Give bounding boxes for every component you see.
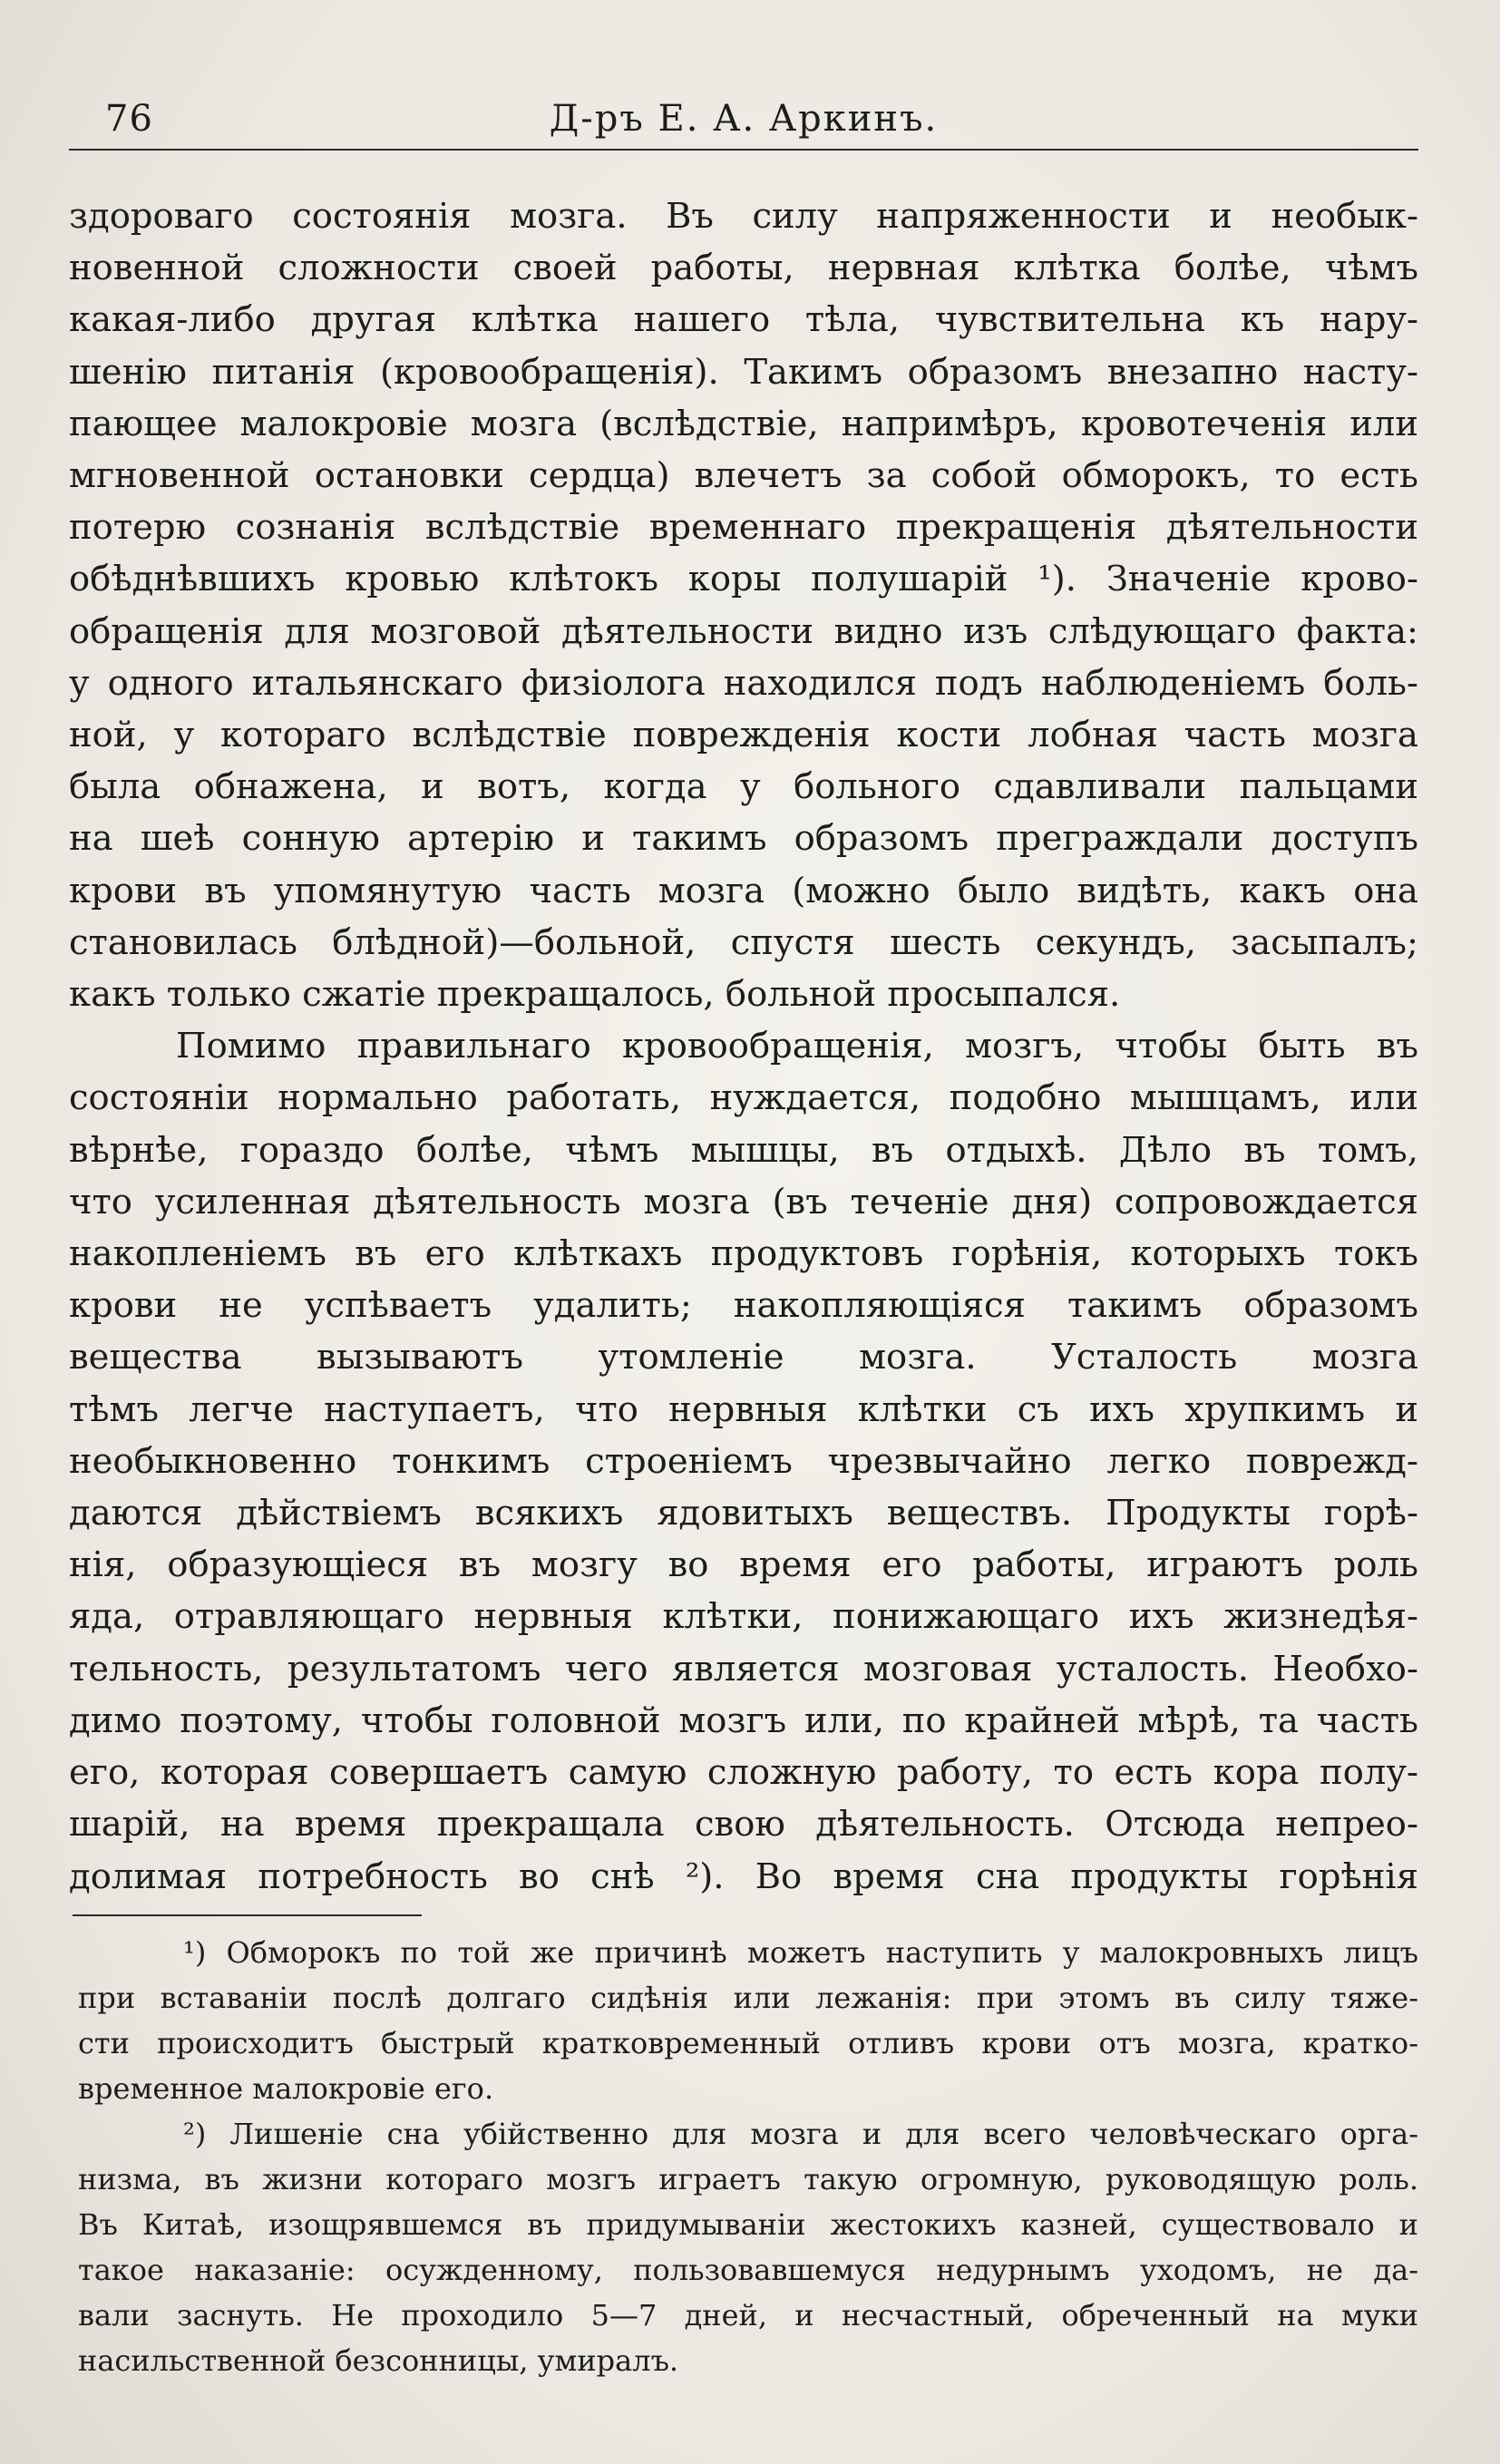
text-line: Помимо правильнаго кровообращенія, мозгъ, чтобы быть въ bbox=[176, 1026, 1418, 1067]
header-rule bbox=[69, 149, 1418, 151]
text-line: какая-либо другая клѣтка нашего тѣла, чувствительна къ нару- bbox=[69, 299, 1418, 341]
footnote-line: такое наказаніе: осужденному, пользовавшемуся недурнымъ уходомъ, не да- bbox=[78, 2253, 1418, 2287]
footnote-line: при вставаніи послѣ долгаго сидѣнія или лежанія: при этомъ въ силу тяже- bbox=[78, 1981, 1418, 2015]
text-line: у одного итальянскаго физіолога находился подъ наблюденіемъ боль- bbox=[69, 662, 1418, 704]
text-line: что усиленная дѣятельность мозга (въ теченіе дня) сопровождается bbox=[69, 1181, 1418, 1222]
footnote-line: насильственной безсонницы, умиралъ. bbox=[78, 2343, 679, 2378]
paragraph-1 bbox=[69, 190, 1418, 1020]
footnote-line: ¹) Обморокъ по той же причинѣ можетъ наступить у малокровныхъ лицъ bbox=[183, 1935, 1418, 1970]
text-line: обращенія для мозговой дѣятельности видно изъ слѣдующаго факта: bbox=[69, 610, 1418, 652]
page-header bbox=[69, 94, 1418, 149]
text-line: ной, у котораго вслѣдствіе поврежденія кости лобная часть мозга bbox=[69, 715, 1418, 756]
text-line: вещества вызываютъ утомленіе мозга. Усталость мозга bbox=[69, 1337, 1418, 1378]
footnote-1 bbox=[78, 1930, 1418, 2111]
text-line: состояніи нормально работать, нуждается, подобно мышцамъ, или bbox=[69, 1077, 1418, 1119]
text-line: накопленіемъ въ его клѣткахъ продуктовъ горѣнія, которыхъ токъ bbox=[69, 1233, 1418, 1275]
text-line: шарій, на время прекращала свою дѣятельность. Отсюда непрео- bbox=[69, 1804, 1418, 1846]
text-line: нія, образующіеся въ мозгу во время его работы, играютъ роль bbox=[69, 1544, 1418, 1586]
text-line: необыкновенно тонкимъ строеніемъ чрезвычайно легко поврежд- bbox=[69, 1440, 1418, 1482]
footnote-line: низма, въ жизни котораго мозгъ играетъ такую огромную, руководящую роль. bbox=[78, 2162, 1418, 2196]
text-line: шенію питанія (кровообращенія). Такимъ образомъ внезапно насту- bbox=[69, 351, 1418, 393]
text-line: даются дѣйствіемъ всякихъ ядовитыхъ веществъ. Продукты горѣ- bbox=[69, 1493, 1418, 1534]
text-line: новенной сложности своей работы, нервная клѣтка болѣе, чѣмъ bbox=[69, 248, 1418, 289]
footnote-line: вали заснуть. Не проходило 5—7 дней, и несчастный, обреченный на муки bbox=[78, 2298, 1418, 2333]
text-line: пающее малокровіе мозга (вслѣдствіе, напримѣръ, кровотеченія или bbox=[69, 403, 1418, 444]
footnote-rule bbox=[73, 1914, 422, 1916]
text-line: была обнажена, и вотъ, когда у больного сдавливали пальцами bbox=[69, 766, 1418, 808]
text-line: его, которая совершаетъ самую сложную работу, то есть кора полу- bbox=[69, 1752, 1418, 1794]
text-line: мгновенной остановки сердца) влечетъ за собой обморокъ, то есть bbox=[69, 455, 1418, 497]
text-line: вѣрнѣе, гораздо болѣе, чѣмъ мышцы, въ отдыхѣ. Дѣло въ томъ, bbox=[69, 1129, 1418, 1171]
body-text bbox=[69, 190, 1418, 1903]
footnote-line: сти происходитъ быстрый кратковременный отливъ крови отъ мозга, кратко- bbox=[78, 2026, 1418, 2060]
text-line: здороваго состоянія мозга. Въ силу напряженности и необык- bbox=[69, 196, 1418, 237]
text-line: потерю сознанія вслѣдствіе временнаго прекращенія дѣятельности bbox=[69, 507, 1418, 549]
text-line: крови въ упомянутую часть мозга (можно было видѣть, какъ она bbox=[69, 870, 1418, 911]
footnote-line: Въ Китаѣ, изощрявшемся въ придумываніи жестокихъ казней, существовало и bbox=[78, 2207, 1418, 2242]
text-line: яда, отравляющаго нервныя клѣтки, понижающаго ихъ жизнедѣя- bbox=[69, 1596, 1418, 1638]
text-line: долимая потребность во снѣ ²). Во время сна продукты горѣнія bbox=[69, 1855, 1418, 1897]
text-line: обѣднѣвшихъ кровью клѣтокъ коры полушарій ¹). Значеніе крово- bbox=[69, 559, 1418, 600]
text-line: какъ только сжатіе прекращалось, больной просыпался. bbox=[69, 974, 1121, 1016]
footnotes bbox=[78, 1930, 1418, 2383]
text-line: тельность, результатомъ чего является мозговая усталость. Необхо- bbox=[69, 1648, 1418, 1690]
text-line: становилась блѣдной)—больной, спустя шесть секундъ, засыпалъ; bbox=[69, 921, 1418, 963]
text-line: на шеѣ сонную артерію и такимъ образомъ преграждали доступъ bbox=[69, 818, 1418, 860]
footnote-line: временное малокровіе его. bbox=[78, 2071, 494, 2106]
running-title: Д-ръ Е. А. Аркинъ. bbox=[549, 98, 939, 140]
text-line: димо поэтому, чтобы головной мозгъ или, по крайней мѣрѣ, та часть bbox=[69, 1699, 1418, 1741]
text-line: тѣмъ легче наступаетъ, что нервныя клѣтки съ ихъ хрупкимъ и bbox=[69, 1388, 1418, 1430]
text-line: крови не успѣваетъ удалить; накопляющіяся такимъ образомъ bbox=[69, 1285, 1418, 1327]
paragraph-2 bbox=[69, 1020, 1418, 1902]
footnote-2 bbox=[78, 2111, 1418, 2383]
page-number: 76 bbox=[105, 98, 153, 140]
footnote-line: ²) Лишеніе сна убійственно для мозга и для всего человѣческаго орга- bbox=[183, 2117, 1418, 2151]
